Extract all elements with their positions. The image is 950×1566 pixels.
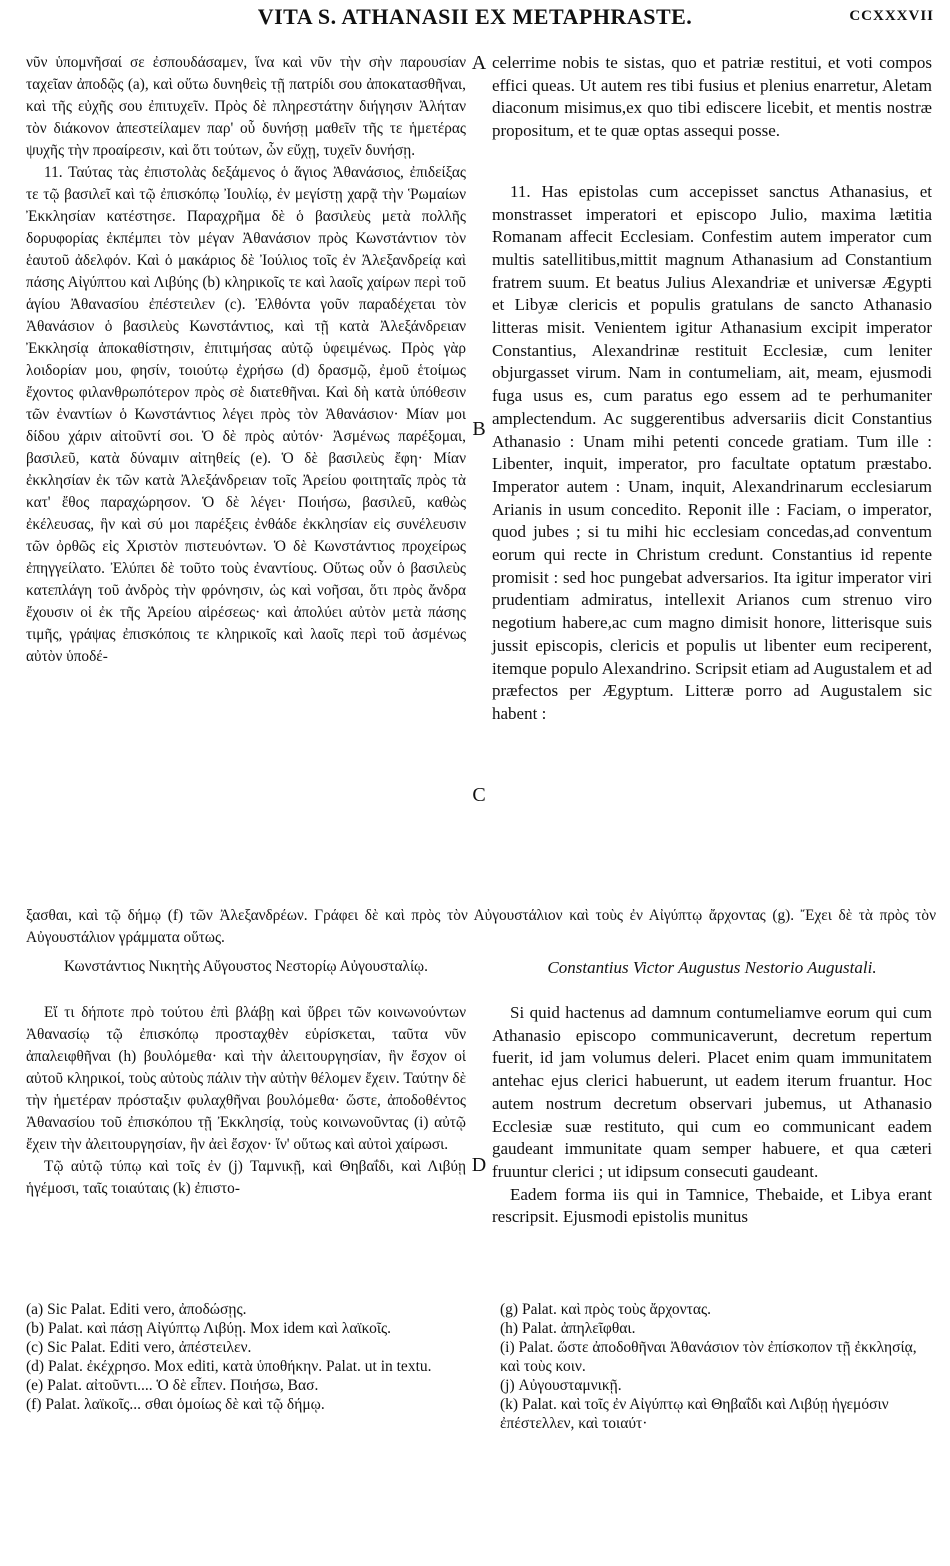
latin-paragraph-2: 11. Has epistolas cum accepisset sanctus Athanasius, et monstrasset imperatori et episcopo Julio, maxima lætitia Romanam affecit Ecclesiam. Confestim autem imperator cum multis satellitibus,mittit magnum Athanasium ad Constantium fratrem suum. Et beatus Julius Alexandriæ et universæ Ægypti et Libyæ clericis et populis gratulans de sancto Athanasio litteras misit. Venientem igitur Athanasium excipit imperator Constantius, Alexandrinæ restituit Ecclesiæ, cum leniter objurgasset virum. Nam in contumeliam, ait, meam, ejusmodi fuga usus es, cum paratus ego essem ad te perhumaniter amplectendum. Ac suggerentibus adversariis dicit Constantius Athanasio : Unam mihi petenti concede gratiam. Tum ille : Libenter, inquit, imperator, pro facultate optatum præstabo. Imperator autem : Unam, inquit, Alexandrinarum ecclesiarum Arianis in usum concedito. Reponit ille : Faciam, o imperator, quod jubes ; si tu mihi hic ecclesiam concedas,ad conventum eorum qui recte in Christum credunt. Constantius id repente promisit : sed hoc pungebat adversarios. Ita igitur imperator viri prudentiam admiratus, intellexit Arianos cum strenuo viro negotium habere,ac cum magno dimisit honore, litterisque suis jussit episcopis, clericis et populis ut libenter eum reciperent, itemque populo Alexandrino. Scripsit etiam ad Augustalem et ad præfectos per Ægyptum. Litteræ porro ad Augustalem sic habent :: [492, 181, 932, 723]
greek-letter-heading: Κωνστάντιος Νικητὴς Αὔγουστος Νεστορίῳ Αὐγουσταλίῳ.: [64, 958, 428, 975]
greek-paragraph-2: 11. Ταύτας τὰς ἐπιστολὰς δεξάμενος ὁ ἅγιος Ἀθανάσιος, ἐπιδείξας τε τῷ βασιλεῖ καὶ τῷ ἐπισκόπῳ Ἰουλίῳ, ἐν μεγίστῃ χαρᾷ τὴν Ῥωμαίων Ἐκκλησίαν κατέστησε. Παραχρῆμα δὲ ὁ βασιλεὺς μετὰ πολλῆς δορυφορίας ἐκπέμπει τὸν μέγαν Ἀθανάσιον πρὸς Κωνστάντιον τὸν ἑαυτοῦ ἀδελφόν. Καὶ ὁ μακάριος δὲ Ἰούλιος τοῖς ἐν Ἀλεξανδρείᾳ καὶ πάσης Αἰγύπτου καὶ Λιβύης (b) κληρικοῖς τε καὶ λαοῖς χαίρων περὶ τοῦ ἁγίου Ἀθανασίου ἐπέστειλεν (c). Ἐλθόντα γοῦν παραδέχεται τὸν Ἀθανάσιον ὁ βασιλεὺς Κωνστάντιος, καὶ τῇ κατὰ Ἀλεξάνδρειαν Ἐκκλησίᾳ ἀποκαθίστησιν, ἐπιτιμήσας αὐτῷ ὑφειμένως. Πρὸς γὰρ λοιδορίαν μου, φησίν, τοιούτῳ ἐχρήσω (d) δρασμῷ, ἐμοῦ ἑτοίμως ἔχοντος φιλανθρωπότερον πρὸς σὲ διατεθῆναι. Καὶ δὴ κατὰ ὑπόθεσιν τῶν ἐναντίων ὁ Κωνστάντιος λέγει πρὸς τὸν Ἀθανάσιον· Μίαν μοι δίδου χάριν αἰτοῦντί σοι. Ὁ δὲ πρὸς αὐτόν· Ἀσμένως παρέξομαι, βασιλεῦ, κατὰ δύναμιν αἰτηθείς (e). Ὁ δὲ βασιλεὺς ἔφη· Μίαν ἐκκλησίαν ἐκ τῶν κατὰ Ἀλεξάνδρειαν τοῖς Ἀρείου φοιτηταῖς πρὸς τὰ κατ' ἔθος παραχώρησον. Ὁ δὲ λέγει· Ποιήσω, βασιλεῦ, καθὼς ἐκέλευσας, ἣν καὶ σύ μοι παρέξεις ἐνθάδε ἐκκλησίαν εἰς συνέλευσιν τῶν ὀρθῶς εἰς Χριστὸν πιστευόντων. Ὁ δὲ Κωνστάντιος προχείρως ἐπηγγείλατο. Ἐλύπει δὲ τοῦτο τοὺς ἐναντίους. Οὕτως οὖν ὁ βασιλεὺς κατεπλάγη τοῦ ἀνδρὸς τὴν φρόνησιν, ὡς καὶ νοῆσαι, ὅτι πρὸς ἄνδρα ἔχουσιν οἱ ἐκ τῆς Ἀρείου αἱρέσεως· καὶ ἀπολύει αὐτὸν μετὰ πάσης τιμῆς, γράψας ἐπισκόποις τε κληρικοῖς καὶ λαοῖς περὶ τοῦ ἀσμένως αὐτὸν ὑποδέ-: [26, 164, 466, 665]
footnote-g: (g) Palat. καὶ πρὸς τοὺς ἄρχοντας.: [500, 1301, 712, 1318]
greek-paragraph-3: Εἴ τι δήποτε πρὸ τούτου ἐπὶ βλάβῃ καὶ ὕβρει τῶν κοινωνούντων Ἀθανασίῳ τῷ ἐπισκόπῳ προσταχθὲν εὑρίσκεται, ταῦτα νῦν ἀπαλειφθῆναι (h) βουλόμεθα· καὶ τὴν ἀλειτουργησίαν, ἣν ἔσχον οἱ αὐτοῦ κληρικοί, τοὺς αὐτοὺς πάλιν τὴν αὐτὴν θέλομεν ἔχειν. Ταύτην δὲ τὴν ἡμετέραν πρόσταξιν φυλαχθῆναι βουλόμεθα· ὥστε, ἀποδοθέντος Ἀθανασίου τοῦ ἐπισκόπου τῇ Ἐκκλησίᾳ, τοὺς κοινωνοῦντας (i) αὐτῷ ἔχειν τὴν ἀλειτουργησίαν, ἣν ἀεὶ ἔσχον· ἵν' οὕτως καὶ αὐτοὶ χαίρωσι.: [26, 1004, 466, 1153]
latin-paragraph-1: celerrime nobis te sistas, quo et patriæ restitui, et voti compos effici queas. Ut autem res tibi fusius et plenius enarretur, Aletam diaconum misimus,ex quo tibi ediscere licebit, et mentis nostræ propositum, et te quæ optas assequi posse.: [492, 53, 932, 141]
margin-letter-a: A: [471, 52, 487, 74]
margin-letter-b: B: [472, 418, 486, 440]
greek-paragraph-4: Τῷ αὐτῷ τύπῳ καὶ τοῖς ἐν (j) Ταμνικῇ, καὶ Θηβαΐδι, καὶ Λιβύῃ ἡγέμοσι, ταῖς τοιαύταις (k) ἐπιστο-: [26, 1158, 466, 1197]
latin-column-lower: [492, 1002, 932, 1229]
footnotes-left: [26, 1300, 456, 1414]
greek-column-upper: [26, 52, 466, 668]
footnote-f: (f) Palat. λαϊκοῖς... σθαι ὁμοίως δὲ καὶ τῷ δήμῳ.: [26, 1396, 325, 1413]
page-title: VITA S. ATHANASII EX METAPHRASTE.: [257, 4, 693, 29]
footnotes-right: [500, 1300, 930, 1433]
greek-continuation: ξασθαι, καὶ τῷ δήμῳ (f) τῶν Ἀλεξανδρέων. Γράφει δὲ καὶ πρὸς τὸν Αὐγουστάλιον καὶ τοὺς ἐν Αἰγύπτῳ ἄρχοντας (g). Ἔχει δὲ τὰ πρὸς τὸν Αὐγουστάλιον γράμματα οὕτως.: [26, 907, 936, 946]
running-head: [16, 4, 934, 44]
latin-paragraph-3: Si quid hactenus ad damnum contumeliamve eorum qui cum Athanasio episcopo communicaverunt, decretum repertum fuerit, id jam volumus deleri. Placet enim quam immunitatem antehac ejus clerici habuerunt, ut eadem iterum fruantur. Hoc autem nostrum decretum observari jubemus, ut Athanasio Ecclesiæ suæ restituto, qui cum eo communicant eadem gaudeant immunitate quam semper habuere, et qua cæteri fruuntur clerici ; ut idipsum consecuti gaudeant.: [492, 1003, 932, 1181]
margin-letter-c: C: [472, 784, 486, 806]
footnote-i: (i) Palat. ὥστε ἀποδοθῆναι Ἀθανάσιον τὸν ἐπίσκοπον τῇ ἐκκλησίᾳ, καὶ τοὺς κοιν.: [500, 1339, 917, 1375]
footnote-j: (j) Αὐγουσταμνικῇ.: [500, 1377, 622, 1394]
footnote-k: (k) Palat. καὶ τοῖς ἐν Αἰγύπτῳ καὶ Θηβαΐδι καὶ Λιβύῃ ἡγεμόσιν ἐπέστελλεν, καὶ τοιαύτ·: [500, 1396, 889, 1432]
latin-letter-heading: Constantius Victor Augustus Nestorio Augustali.: [547, 958, 877, 977]
footnote-a: (a) Sic Palat. Editi vero, ἀποδώσῃς.: [26, 1301, 247, 1318]
footnote-b: (b) Palat. καὶ πάσῃ Αἰγύπτῳ Λιβύῃ. Mox idem καὶ λαϊκοῖς.: [26, 1320, 392, 1337]
footnote-d: (d) Palat. ἐκέχρησο. Mox editi, κατὰ ὑποθήκην. Palat. ut in textu.: [26, 1358, 432, 1375]
footnote-c: (c) Sic Palat. Editi vero, ἀπέστειλεν.: [26, 1339, 252, 1356]
footnote-e: (e) Palat. αἰτοῦντι.... Ὁ δὲ εἶπεν. Ποιήσω, Βασ.: [26, 1377, 319, 1394]
latin-column-upper: [492, 52, 932, 726]
margin-letter-d: D: [471, 1154, 487, 1176]
greek-paragraph-1: νῦν ὑπομνῆσαί σε ἐσπουδάσαμεν, ἵνα καὶ νῦν τὴν σὴν παρουσίαν ταχεῖαν ἀποδῷς (a), καὶ οὕτω δυνηθεὶς τῇ πατρίδι σου ἀποκατασθῆναι, καὶ τῆς εὐχῆς σου ἐπιτυχεῖν. Πρὸς δὲ πληρεστάτην διήγησιν Ἀλήταν τὸν διάκονον ἀπεστείλαμεν παρ' οὗ δυνήσῃ μαθεῖν τῆς τε ἡμετέρας ψυχῆς τὴν προαίρεσιν, καὶ ὅτι τούτων, ὧν εὔχῃ, τυχεῖν δυνήσῃ.: [26, 54, 466, 159]
latin-paragraph-4: Eadem forma iis qui in Tamnice, Thebaide, et Libya erant rescripsit. Ejusmodi epistolis munitus: [492, 1184, 932, 1227]
greek-column-lower: [26, 1002, 466, 1200]
footnote-h: (h) Palat. ἀπηλεῖφθαι.: [500, 1320, 636, 1337]
page-number: CCXXXVII: [849, 8, 934, 24]
